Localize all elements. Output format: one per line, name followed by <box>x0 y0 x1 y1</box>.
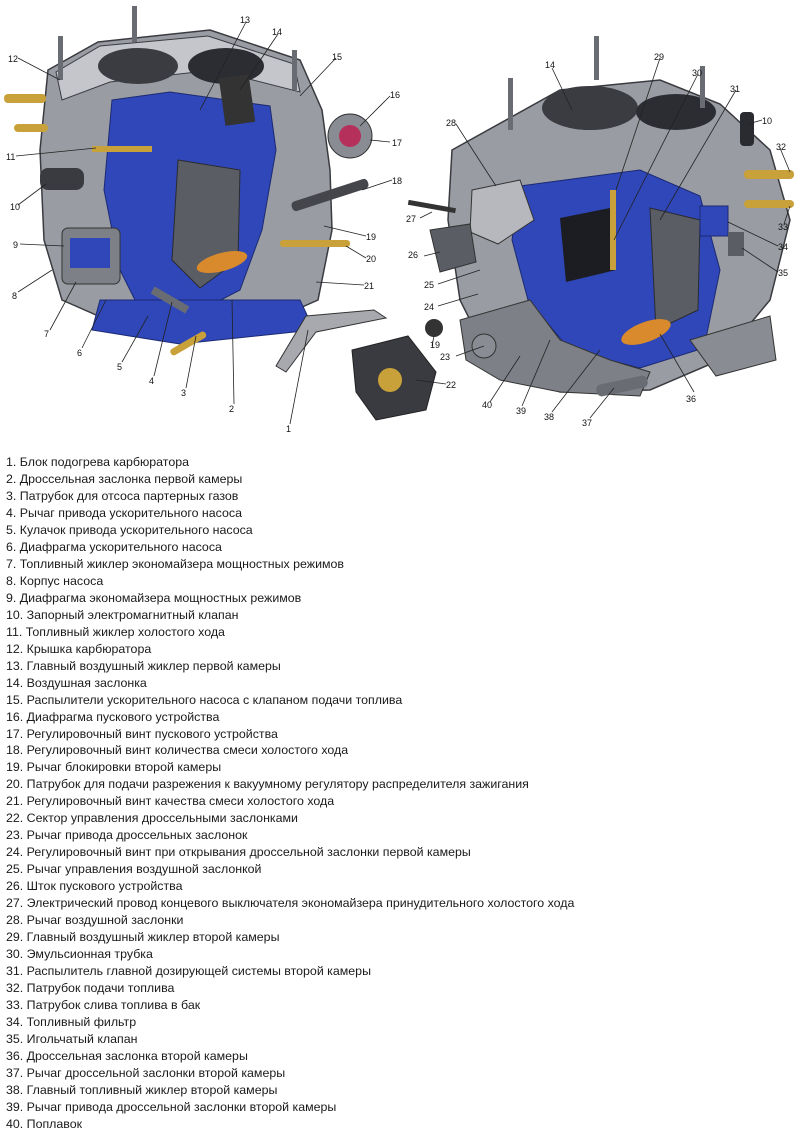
callout-label: 23 <box>440 352 451 362</box>
right-stud <box>508 78 513 130</box>
callout-label: 32 <box>776 142 787 152</box>
legend-item: 6. Диафрагма ускорительного насоса <box>6 539 222 554</box>
legend-item: 17. Регулировочный винт пускового устройства <box>6 726 278 741</box>
callout-label: 7 <box>44 329 50 339</box>
callout-label: 22 <box>446 380 457 390</box>
legend-item: 8. Корпус насоса <box>6 573 104 588</box>
legend-item: 31. Распылитель главной дозирующей системы второй камеры <box>6 964 371 979</box>
callout-label: 6 <box>77 348 83 358</box>
carburetor-illustration <box>0 0 800 440</box>
callout-label: 9 <box>13 240 19 250</box>
callout-label: 18 <box>392 176 403 186</box>
left-fuel-inlet <box>4 94 46 103</box>
legend-item: 7. Топливный жиклер экономайзера мощностных режимов <box>6 556 344 571</box>
callout-label: 19 <box>430 340 441 350</box>
legend-item: 32. Патрубок подачи топлива <box>6 981 175 996</box>
legend-item: 15. Распылители ускорительного насоса с клапаном подачи топлива <box>6 692 403 707</box>
callout-label: 35 <box>778 268 789 278</box>
callout-label: 20 <box>366 254 377 264</box>
callout-label: 28 <box>446 118 457 128</box>
callout-label: 1 <box>286 424 292 434</box>
right-needle-valve <box>728 232 744 256</box>
callout-label: 38 <box>544 412 555 422</box>
left-fuel-inlet <box>14 124 48 132</box>
callout-label: 40 <box>482 400 493 410</box>
left-stud <box>132 6 137 42</box>
callout-label: 25 <box>424 280 435 290</box>
callout-label: 14 <box>545 60 556 70</box>
right-emulsion-tube <box>610 190 616 270</box>
legend-item: 30. Эмульсионная трубка <box>6 947 153 962</box>
callout-label: 34 <box>778 242 789 252</box>
callout-label: 24 <box>424 302 435 312</box>
callout-label: 39 <box>516 406 527 416</box>
legend-item: 29. Главный воздушный жиклер второй камеры <box>6 930 280 945</box>
callout-label: 17 <box>392 138 403 148</box>
callout-label: 19 <box>366 232 377 242</box>
legend-item: 25. Рычаг управления воздушной заслонкой <box>6 862 262 877</box>
callout-label: 10 <box>10 202 21 212</box>
left-vacuum-pipe <box>280 240 350 247</box>
right-solenoid-valve <box>740 112 754 146</box>
callout-label: 10 <box>762 116 773 126</box>
callout-label: 30 <box>692 68 703 78</box>
legend-item: 16. Диафрагма пускового устройства <box>6 709 220 724</box>
legend-item: 18. Регулировочный винт количества смеси холостого хода <box>6 743 349 758</box>
left-stud <box>58 36 63 80</box>
callout-label: 11 <box>6 152 16 162</box>
right-float <box>560 208 616 282</box>
left-solenoid-valve <box>40 168 84 190</box>
legend-item: 3. Патрубок для отсоса партерных газов <box>6 488 239 503</box>
callout-label: 5 <box>117 362 123 372</box>
legend-item: 26. Шток пускового устройства <box>6 879 183 894</box>
callout-label: 14 <box>272 27 283 37</box>
callout-label: 15 <box>332 52 343 62</box>
callout-label: 4 <box>149 376 155 386</box>
callout-label: 12 <box>8 54 19 64</box>
legend-item: 19. Рычаг блокировки второй камеры <box>6 760 222 775</box>
legend-item: 13. Главный воздушный жиклер первой камеры <box>6 658 281 673</box>
callout-label: 13 <box>240 15 251 25</box>
legend-item: 39. Рычаг привода дроссельной заслонки второй камеры <box>6 1099 337 1114</box>
legend-item: 28. Рычаг воздушной заслонки <box>6 913 184 928</box>
legend-item: 5. Кулачок привода ускорительного насоса <box>6 522 253 537</box>
legend-item: 20. Патрубок для подачи разрежения к вакуумному регулятору распределителя зажигания <box>6 777 529 792</box>
callout-label: 33 <box>778 222 789 232</box>
legend-item: 23. Рычаг привода дроссельных заслонок <box>6 828 248 843</box>
callout-label: 26 <box>408 250 419 260</box>
right-mixing-chamber <box>650 208 700 330</box>
right-fuel-return <box>744 200 794 208</box>
legend-item: 27. Электрический провод концевого выключателя экономайзера принудительного холостого хода <box>6 896 575 911</box>
callout-label: 21 <box>364 281 375 291</box>
left-sector-hub <box>378 368 402 392</box>
legend-item: 12. Крышка карбюратора <box>6 641 152 656</box>
legend-item: 24. Регулировочный винт при открывания дроссельной заслонки первой камеры <box>6 845 471 860</box>
legend-item: 34. Топливный фильтр <box>6 1014 137 1029</box>
callout-label: 2 <box>229 404 235 414</box>
right-fuel-filter <box>700 206 728 236</box>
legend-item: 36. Дроссельная заслонка второй камеры <box>6 1048 248 1063</box>
callout-label: 37 <box>582 418 593 428</box>
left-air-intake-primary <box>98 48 178 84</box>
callout-label: 16 <box>390 90 401 100</box>
legend-item: 38. Главный топливный жиклер второй камеры <box>6 1082 278 1097</box>
left-stud <box>292 50 297 90</box>
left-start-diaphragm <box>339 125 361 147</box>
callout-label: 29 <box>654 52 665 62</box>
legend-item: 21. Регулировочный винт качества смеси холостого хода <box>6 794 335 809</box>
left-idle-jet <box>92 146 152 152</box>
legend-item: 9. Диафрагма экономайзера мощностных режимов <box>6 590 302 605</box>
legend-item: 2. Дроссельная заслонка первой камеры <box>6 471 243 486</box>
legend-item: 10. Запорный электромагнитный клапан <box>6 607 239 622</box>
callout-label: 36 <box>686 394 697 404</box>
legend-item: 11. Топливный жиклер холостого хода <box>6 624 225 639</box>
legend-item: 35. Игольчатый клапан <box>6 1031 138 1046</box>
right-fuel-inlet <box>744 170 794 179</box>
left-carburetor-view <box>4 6 436 420</box>
legend-item: 40. Поплавок <box>6 1116 83 1131</box>
legend-item: 22. Сектор управления дроссельными заслонками <box>6 811 298 826</box>
left-diaphragm <box>70 238 110 268</box>
legend-item: 33. Патрубок слива топлива в бак <box>6 998 201 1012</box>
callout-label: 27 <box>406 214 417 224</box>
legend-item: 37. Рычаг дроссельной заслонки второй камеры <box>6 1065 286 1080</box>
legend-item: 1. Блок подогрева карбюратора <box>6 455 190 469</box>
right-air-intake-primary <box>542 86 638 130</box>
callout-label: 8 <box>12 291 18 301</box>
parts-legend <box>6 454 796 1133</box>
right-lever-ball <box>425 319 443 337</box>
callout-label: 31 <box>730 84 741 94</box>
legend-item: 14. Воздушная заслонка <box>6 675 147 690</box>
callout-label: 3 <box>181 388 187 398</box>
right-stud <box>594 36 599 80</box>
legend-item: 4. Рычаг привода ускорительного насоса <box>6 505 242 520</box>
